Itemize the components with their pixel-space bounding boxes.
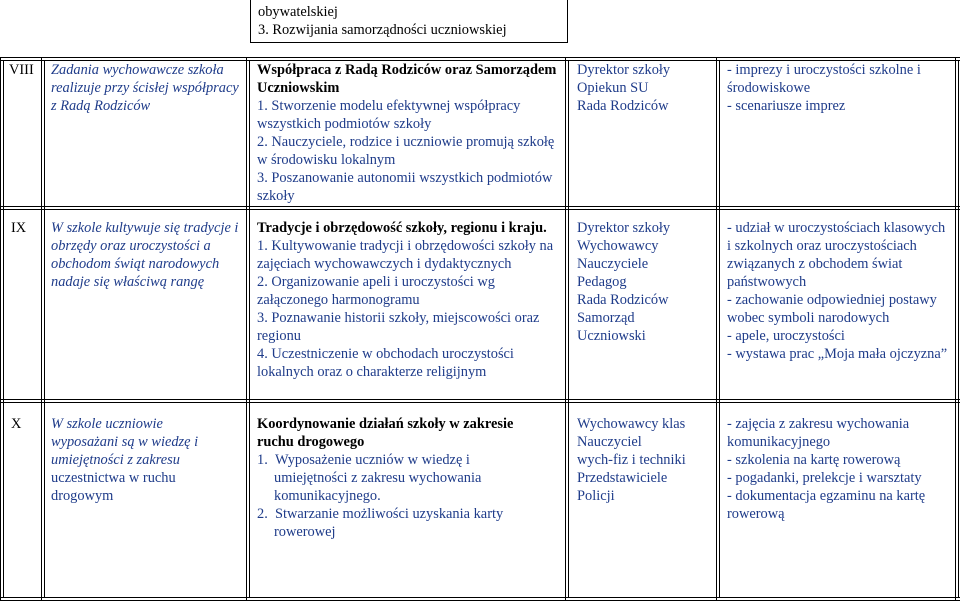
effect-item: - apele, uroczystości bbox=[727, 328, 845, 344]
responsible-item: Dyrektor szkoły bbox=[577, 220, 671, 236]
row-responsible bbox=[577, 219, 712, 345]
responsible-item: Wychowawcy klas bbox=[577, 416, 686, 432]
effect-item: - zachowanie odpowiedniej postawy wobec symboli narodowych bbox=[727, 292, 937, 326]
responsible-item: Nauczyciele bbox=[577, 256, 649, 272]
row-content bbox=[257, 61, 560, 205]
row-content-item bbox=[257, 505, 537, 541]
previous-page-fragment bbox=[258, 3, 558, 39]
row-content-item: 4. Uczestniczenie w obchodach uroczystości lokalnych oraz o charakterze religijnym bbox=[257, 346, 514, 380]
item-number: 1. bbox=[257, 452, 268, 468]
row-responsible bbox=[577, 415, 712, 505]
row-content bbox=[257, 219, 560, 381]
fragment-line: 3. Rozwijania samorządności uczniowskiej bbox=[258, 22, 507, 38]
row-effects bbox=[727, 415, 949, 523]
responsible-item: Rada Rodziców bbox=[577, 98, 669, 114]
responsible-item: Opiekun SU bbox=[577, 80, 649, 96]
row-number: VIII bbox=[9, 62, 34, 78]
row-task-part: uczestnictwa w ruchu drogowym bbox=[51, 470, 176, 504]
row-number: IX bbox=[11, 220, 27, 236]
row-content-title: Współpraca z Radą Rodziców oraz Samorządem Uczniowskim bbox=[257, 62, 557, 96]
row-content-item: 3. Poszanowanie autonomii wszystkich podmiotów szkoły bbox=[257, 170, 553, 204]
row-content-item: 2. Organizowanie apeli i uroczystości wg załączonego harmonogramu bbox=[257, 274, 495, 308]
effect-item: - pogadanki, prelekcje i warsztaty bbox=[727, 470, 922, 486]
row-content-title: Koordynowanie działań szkoły w zakresie ruchu drogowego bbox=[257, 416, 514, 450]
row-content-item bbox=[257, 451, 537, 505]
responsible-item: Wychowawcy bbox=[577, 238, 659, 254]
responsible-item: wych-fiz i techniki bbox=[577, 452, 686, 468]
item-text: Stwarzanie możliwości uzyskania karty rowerowej bbox=[274, 506, 504, 540]
responsible-item: Policji bbox=[577, 488, 615, 504]
row-content-item: 3. Poznawanie historii szkoły, miejscowości oraz regionu bbox=[257, 310, 540, 344]
responsible-item: Samorząd bbox=[577, 310, 635, 326]
responsible-item: Rada Rodziców bbox=[577, 292, 669, 308]
row-content-item: 1. Kultywowanie tradycji i obrzędowości szkoły na zajęciach wychowawczych i dydaktycznych bbox=[257, 238, 554, 272]
row-effects bbox=[727, 61, 949, 115]
responsible-item: Przedstawiciele bbox=[577, 470, 668, 486]
effect-item: - udział w uroczystościach klasowych i szkolnych oraz uroczystościach związanych z obchodem świat państwowych bbox=[727, 220, 946, 290]
responsible-item: Dyrektor szkoły bbox=[577, 62, 671, 78]
responsible-item: Nauczyciel bbox=[577, 434, 642, 450]
row-content-item: 1. Stworzenie modelu efektywnej współpracy wszystkich podmiotów szkoły bbox=[257, 98, 521, 132]
effect-item: - dokumentacja egzaminu na kartę rowerową bbox=[727, 488, 926, 522]
row-task: W szkole kultywuje się tradycje i obrzędy oraz uroczystości a obchodom świąt narodowych nadaje się właściwą rangę bbox=[51, 220, 239, 290]
row-content-title: Tradycje i obrzędowość szkoły, regionu i kraju. bbox=[257, 220, 547, 236]
item-number: 2. bbox=[257, 506, 268, 522]
row-task bbox=[51, 415, 223, 505]
row-content-item: 2. Nauczyciele, rodzice i uczniowie promują szkołę w środowisku lokalnym bbox=[257, 134, 555, 168]
effect-item: - scenariusze imprez bbox=[727, 98, 846, 114]
row-task-part: W szkole uczniowie wyposażani są w wiedzę i umiejętności z zakresu bbox=[51, 416, 199, 468]
effect-item: - zajęcia z zakresu wychowania komunikacyjnego bbox=[727, 416, 910, 450]
responsible-item: Pedagog bbox=[577, 274, 627, 290]
responsible-item: Uczniowski bbox=[577, 328, 646, 344]
fragment-line: obywatelskiej bbox=[258, 4, 338, 20]
effect-item: - wystawa prac „Moja mała ojczyzna” bbox=[727, 346, 948, 362]
row-content bbox=[257, 415, 537, 541]
row-responsible bbox=[577, 61, 712, 115]
effect-item: - szkolenia na kartę rowerową bbox=[727, 452, 901, 468]
row-effects bbox=[727, 219, 949, 363]
effect-item: - imprezy i uroczystości szkolne i środowiskowe bbox=[727, 62, 921, 96]
row-number: X bbox=[11, 416, 22, 432]
item-text: Wyposażenie uczniów w wiedzę i umiejętności z zakresu wychowania komunikacyjnego. bbox=[274, 452, 482, 504]
row-task: Zadania wychowawcze szkoła realizuje przy ścisłej współpracy z Radą Rodziców bbox=[51, 62, 239, 114]
